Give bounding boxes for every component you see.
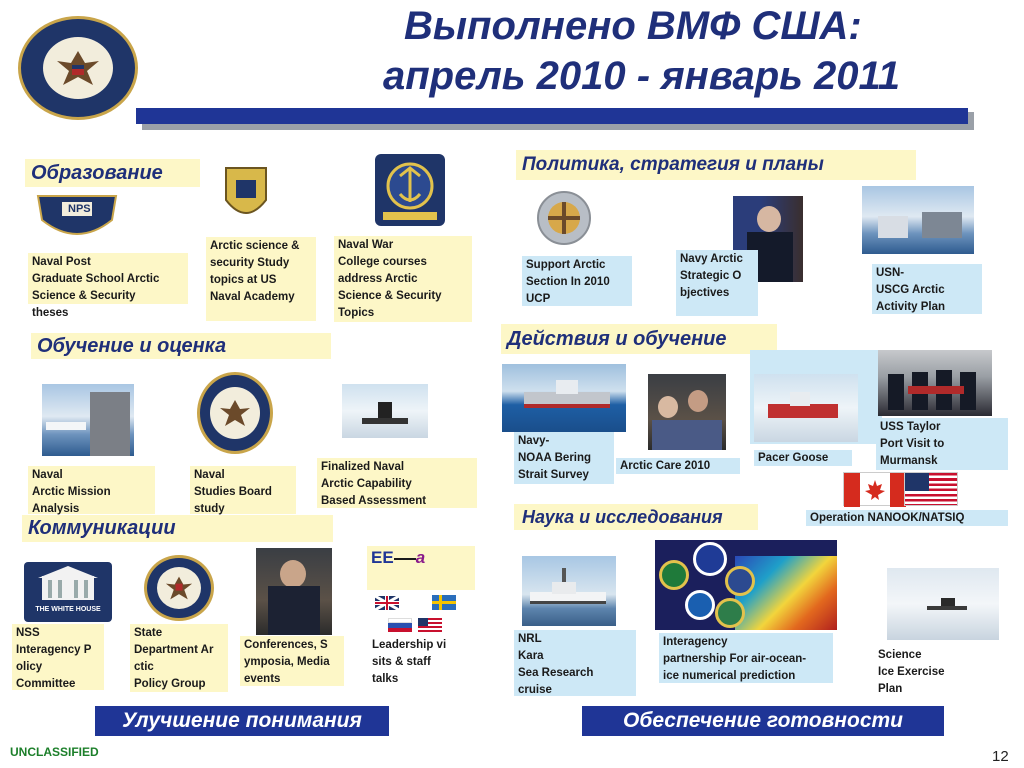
russia-flag-icon [388, 618, 412, 632]
caption-support-ucp: Support Arctic Section In 2010 UCP [522, 256, 632, 306]
caption-uss-taylor: USS Taylor Port Visit to Murmansk [876, 418, 1008, 470]
eagle-emblem [43, 37, 113, 99]
nps-badge [34, 190, 120, 246]
navy-seal-logo [18, 16, 138, 120]
photo-ice-exercise [887, 568, 999, 640]
photo-submarine-ice [342, 384, 428, 438]
section-communications: Коммуникации [22, 515, 333, 542]
section-education: Образование [25, 159, 200, 187]
caption-nps: Naval Post Graduate School Arctic Science & Security theses [28, 253, 188, 304]
caption-nwc: Naval War College courses address Arctic Science & Security Topics [334, 236, 472, 322]
title-rule [136, 108, 968, 124]
photo-arctic-care [648, 374, 726, 450]
caption-bering-survey: Navy- NOAA Bering Strait Survey [514, 432, 614, 484]
sweden-flag-icon [432, 595, 456, 610]
caption-nanook: Operation NANOOK/NATSIQ [806, 510, 1008, 526]
navy-seal-small [197, 372, 273, 454]
canada-flag-icon [843, 472, 905, 506]
section-science: Наука и исследования [514, 504, 758, 530]
photo-admiral-conference [256, 548, 332, 635]
uk-flag-icon [375, 596, 399, 610]
ee-line [394, 558, 416, 560]
caption-objectives: Navy Arctic Strategic O bjectives [676, 250, 758, 316]
photo-pacer-goose [750, 350, 882, 444]
jcs-seal [530, 188, 598, 248]
photo-noaa-ship [502, 364, 626, 432]
ee-text: EE [371, 548, 394, 567]
caption-nss: NSS Interagency P olicy Committee [12, 624, 104, 690]
banner-ensure-readiness: Обеспечение готовности [582, 706, 944, 736]
caption-studies-board: Naval Studies Board study [190, 466, 296, 514]
whitehouse-label: THE WHITE HOUSE [35, 606, 101, 613]
section-actions: Действия и обучение [501, 324, 777, 354]
banner-improve-understanding: Улучшение понимания [95, 706, 389, 736]
photo-carrier-deck [42, 384, 134, 456]
usa-flag-icon [904, 472, 958, 506]
photo-nrl-research-ship [522, 556, 616, 626]
section-training: Обучение и оценка [31, 333, 331, 359]
photo-uscg-ships [862, 186, 974, 254]
nps-badge-text: NPS [68, 203, 91, 215]
caption-state: State Department Ar ctic Policy Group [130, 624, 228, 692]
state-dept-seal [144, 555, 214, 621]
section-policy: Политика, стратегия и планы [516, 150, 916, 180]
caption-capability: Finalized Naval Arctic Capability Based Assessment [317, 458, 477, 508]
caption-icex-plan: Science Ice Exercise Plan [874, 646, 974, 698]
caption-leadership: Leadership vi sits & staff talks [368, 636, 464, 690]
caption-nrl-cruise: NRL Kara Sea Research cruise [514, 630, 636, 696]
nwc-seal [375, 154, 445, 226]
interagency-logos-map [655, 540, 837, 630]
caption-interagency: Interagency partnership For air-ocean- ice numerical prediction [659, 633, 833, 683]
page-subtitle: апрель 2010 - январь 2011 [383, 54, 901, 98]
usna-crest [220, 160, 272, 230]
classification-label: UNCLASSIFIED [10, 745, 99, 759]
ee-label [367, 546, 475, 590]
caption-conferences: Conferences, S ymposia, Media events [240, 636, 344, 686]
usa-flag-small-icon [418, 618, 442, 632]
page-title: Выполнено ВМФ США: [404, 4, 862, 48]
whitehouse-seal [24, 562, 112, 622]
photo-uss-taylor-sailors [878, 350, 992, 416]
ee-suffix: a [415, 548, 426, 567]
caption-usna: Arctic science & security Study topics at US Naval Academy [206, 237, 316, 321]
page-number: 12 [992, 748, 1009, 765]
caption-arctic-mission: Naval Arctic Mission Analysis [28, 466, 155, 514]
caption-arctic-care: Arctic Care 2010 [616, 458, 740, 474]
caption-pacer-goose: Pacer Goose [754, 450, 852, 466]
caption-uscg-plan: USN- USCG Arctic Activity Plan [872, 264, 982, 314]
